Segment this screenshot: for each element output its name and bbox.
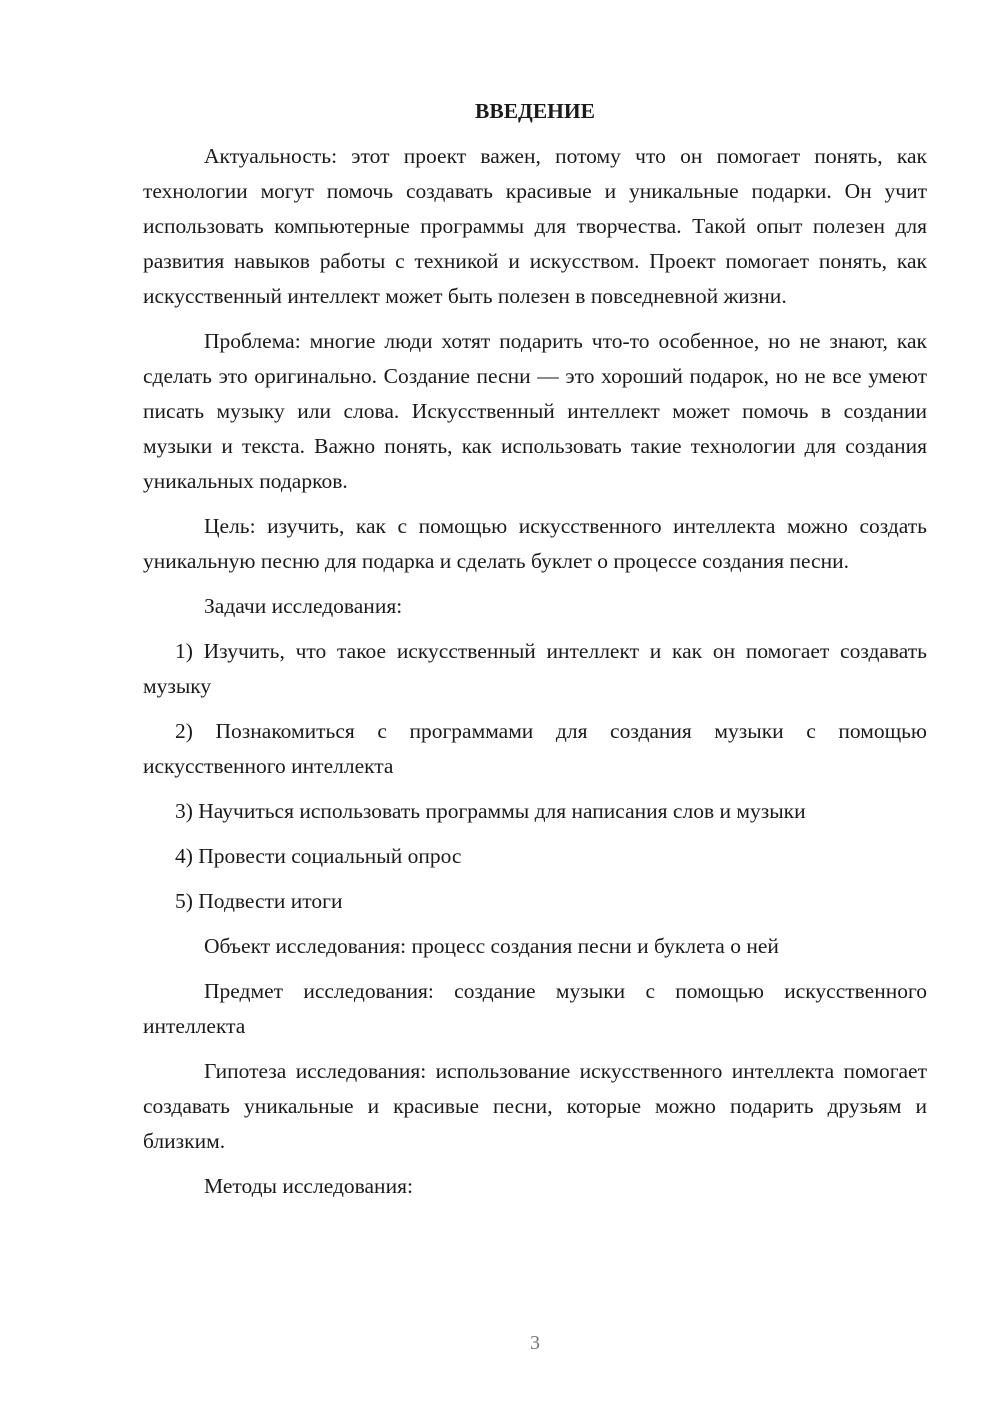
task-item-4: 4) Провести социальный опрос <box>175 844 462 868</box>
paragraph-goal: Цель: изучить, как с помощью искусственного интеллекта можно создать уникальную песню для подарка и сделать буклет о процессе создания песни. <box>143 514 927 573</box>
paragraph-problem: Проблема: многие люди хотят подарить что-то особенное, но не знают, как сделать это оригинально. Создание песни — это хороший подарок, но не все умеют писать музыку или слова. Искусственный интеллект может помочь в создании музыки и текста. Важно понять, как использовать такие технологии для создания уникальных подарков. <box>143 329 927 493</box>
paragraph-hypothesis: Гипотеза исследования: использование искусственного интеллекта помогает создавать уникальные и красивые песни, которые можно подарить друзьям и близким. <box>143 1059 927 1153</box>
paragraph-relevance: Актуальность: этот проект важен, потому что он помогает понять, как технологии могут помочь создавать красивые и уникальные подарки. Он учит использовать компьютерные программы для творчества. Такой опыт полезен для развития навыков работы с техникой и искусством. Проект помогает понять, как искусственный интеллект может быть полезен в повседневной жизни. <box>143 144 927 308</box>
methods-title: Методы исследования: <box>204 1174 413 1198</box>
paragraph-subject: Предмет исследования: создание музыки с помощью искусственного интеллекта <box>143 979 927 1038</box>
task-item-2: 2) Познакомиться с программами для создания музыки с помощью искусственного интеллекта <box>143 719 927 778</box>
tasks-title: Задачи исследования: <box>204 594 403 618</box>
page-content <box>143 94 927 1214</box>
task-item-3: 3) Научиться использовать программы для написания слов и музыки <box>175 799 806 823</box>
paragraph-object: Объект исследования: процесс создания песни и буклета о ней <box>204 934 779 958</box>
page-number: 3 <box>530 1332 540 1354</box>
section-heading: ВВЕДЕНИЕ <box>475 99 595 123</box>
task-item-5: 5) Подвести итоги <box>175 889 343 913</box>
task-item-1: 1) Изучить, что такое искусственный интеллект и как он помогает создавать музыку <box>143 639 927 698</box>
